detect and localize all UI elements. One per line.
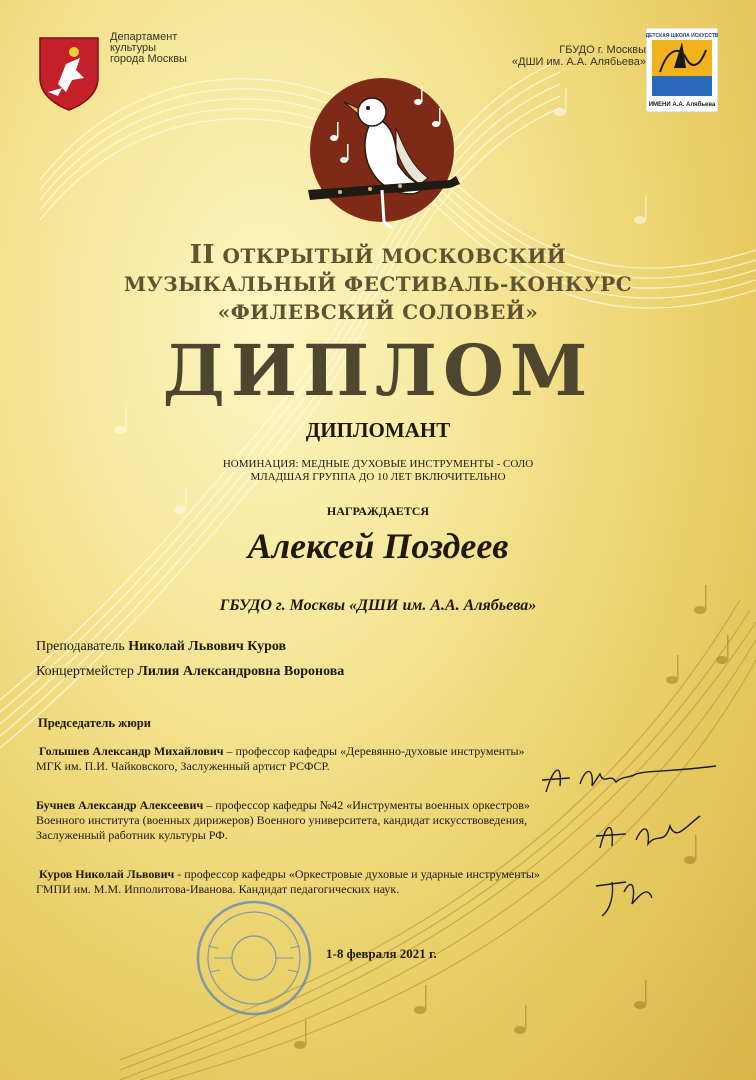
moscow-emblem-icon bbox=[36, 34, 102, 112]
festival-edition-numeral: II bbox=[189, 240, 216, 270]
nightingale-clarinet-logo bbox=[300, 78, 465, 238]
school-stamp-seal bbox=[194, 898, 314, 1018]
accompanist-role: Концертмейстер bbox=[36, 664, 134, 679]
jury-member-desc: ГМПИ им. М.М. Ипполитова-Иванова. Кандидат педагогических наук. bbox=[36, 882, 400, 896]
jury-member-desc: Заслуженный работник культуры РФ. bbox=[36, 828, 228, 842]
jury-member-name: Куров Николай Львович bbox=[39, 867, 175, 881]
accompanist-line bbox=[36, 664, 344, 680]
school-logo bbox=[646, 28, 718, 112]
jury-member-name: Бучнев Александр Алексеевич bbox=[36, 798, 204, 812]
jury-member-desc: – профессор кафедры №42 «Инструменты военных оркестров» bbox=[203, 798, 530, 812]
teacher-role: Преподаватель bbox=[36, 639, 125, 654]
festival-title-line3: «ФИЛЕВСКИЙ СОЛОВЕЙ» bbox=[217, 300, 539, 324]
nomination-line: НОМИНАЦИЯ: МЕДНЫЕ ДУХОВЫЕ ИНСТРУМЕНТЫ - СОЛО bbox=[222, 458, 534, 470]
diploma-title: ДИПЛОМ bbox=[162, 329, 594, 412]
department-line: культуры bbox=[110, 42, 157, 54]
school-header-line: ГБУДО г. Москвы bbox=[559, 44, 646, 56]
signatures-image bbox=[540, 756, 730, 926]
nomination-line: МЛАДШАЯ ГРУППА ДО 10 ЛЕТ ВКЛЮЧИТЕЛЬНО bbox=[250, 471, 506, 483]
awarded-label: НАГРАЖДАЕТСЯ bbox=[326, 504, 430, 518]
department-line: города Москвы bbox=[110, 53, 187, 65]
festival-title-line2: МУЗЫКАЛЬНЫЙ ФЕСТИВАЛЬ-КОНКУРС bbox=[123, 272, 633, 296]
festival-title-text: ОТКРЫТЫЙ МОСКОВСКИЙ bbox=[222, 244, 567, 268]
diplomant-label: ДИПЛОМАНТ bbox=[305, 418, 451, 442]
school-header bbox=[512, 44, 646, 68]
nomination bbox=[0, 458, 756, 484]
event-date: 1-8 февраля 2021 г. bbox=[326, 946, 437, 961]
jury-member-desc: Военного института (военных дирижеров) Военного университета, кандидат искусствоведения, bbox=[36, 813, 528, 827]
teacher-name: Николай Львович Куров bbox=[128, 639, 287, 654]
department-name bbox=[110, 32, 187, 65]
school-logo-top-text: ДЕТСКАЯ ШКОЛА ИСКУССТВ bbox=[646, 33, 718, 39]
school-logo-bottom-text: ИМЕНИ А.А. Алябьева bbox=[648, 102, 716, 108]
jury-member-name: Голышев Александр Михайлович bbox=[39, 744, 224, 758]
teacher-line bbox=[36, 639, 286, 655]
jury-member-desc: – профессор кафедры «Деревянно-духовые инструменты» bbox=[223, 744, 525, 758]
jury-chair-title: Председатель жюри bbox=[38, 716, 151, 730]
festival-title-line1 bbox=[0, 240, 756, 270]
jury-member-desc: МГК им. П.И. Чайковского, Заслуженный артист РСФСР. bbox=[36, 759, 330, 773]
jury-member-desc: - профессор кафедры «Оркестровые духовые и ударные инструменты» bbox=[174, 867, 540, 881]
recipient-school: ГБУДО г. Москвы «ДШИ им. А.А. Алябьева» bbox=[219, 597, 537, 614]
department-line: Департамент bbox=[110, 31, 178, 43]
recipient-name: Алексей Поздеев bbox=[247, 526, 509, 566]
accompanist-name: Лилия Александровна Воронова bbox=[137, 664, 345, 679]
school-header-line: «ДШИ им. А.А. Алябьева» bbox=[511, 56, 646, 68]
